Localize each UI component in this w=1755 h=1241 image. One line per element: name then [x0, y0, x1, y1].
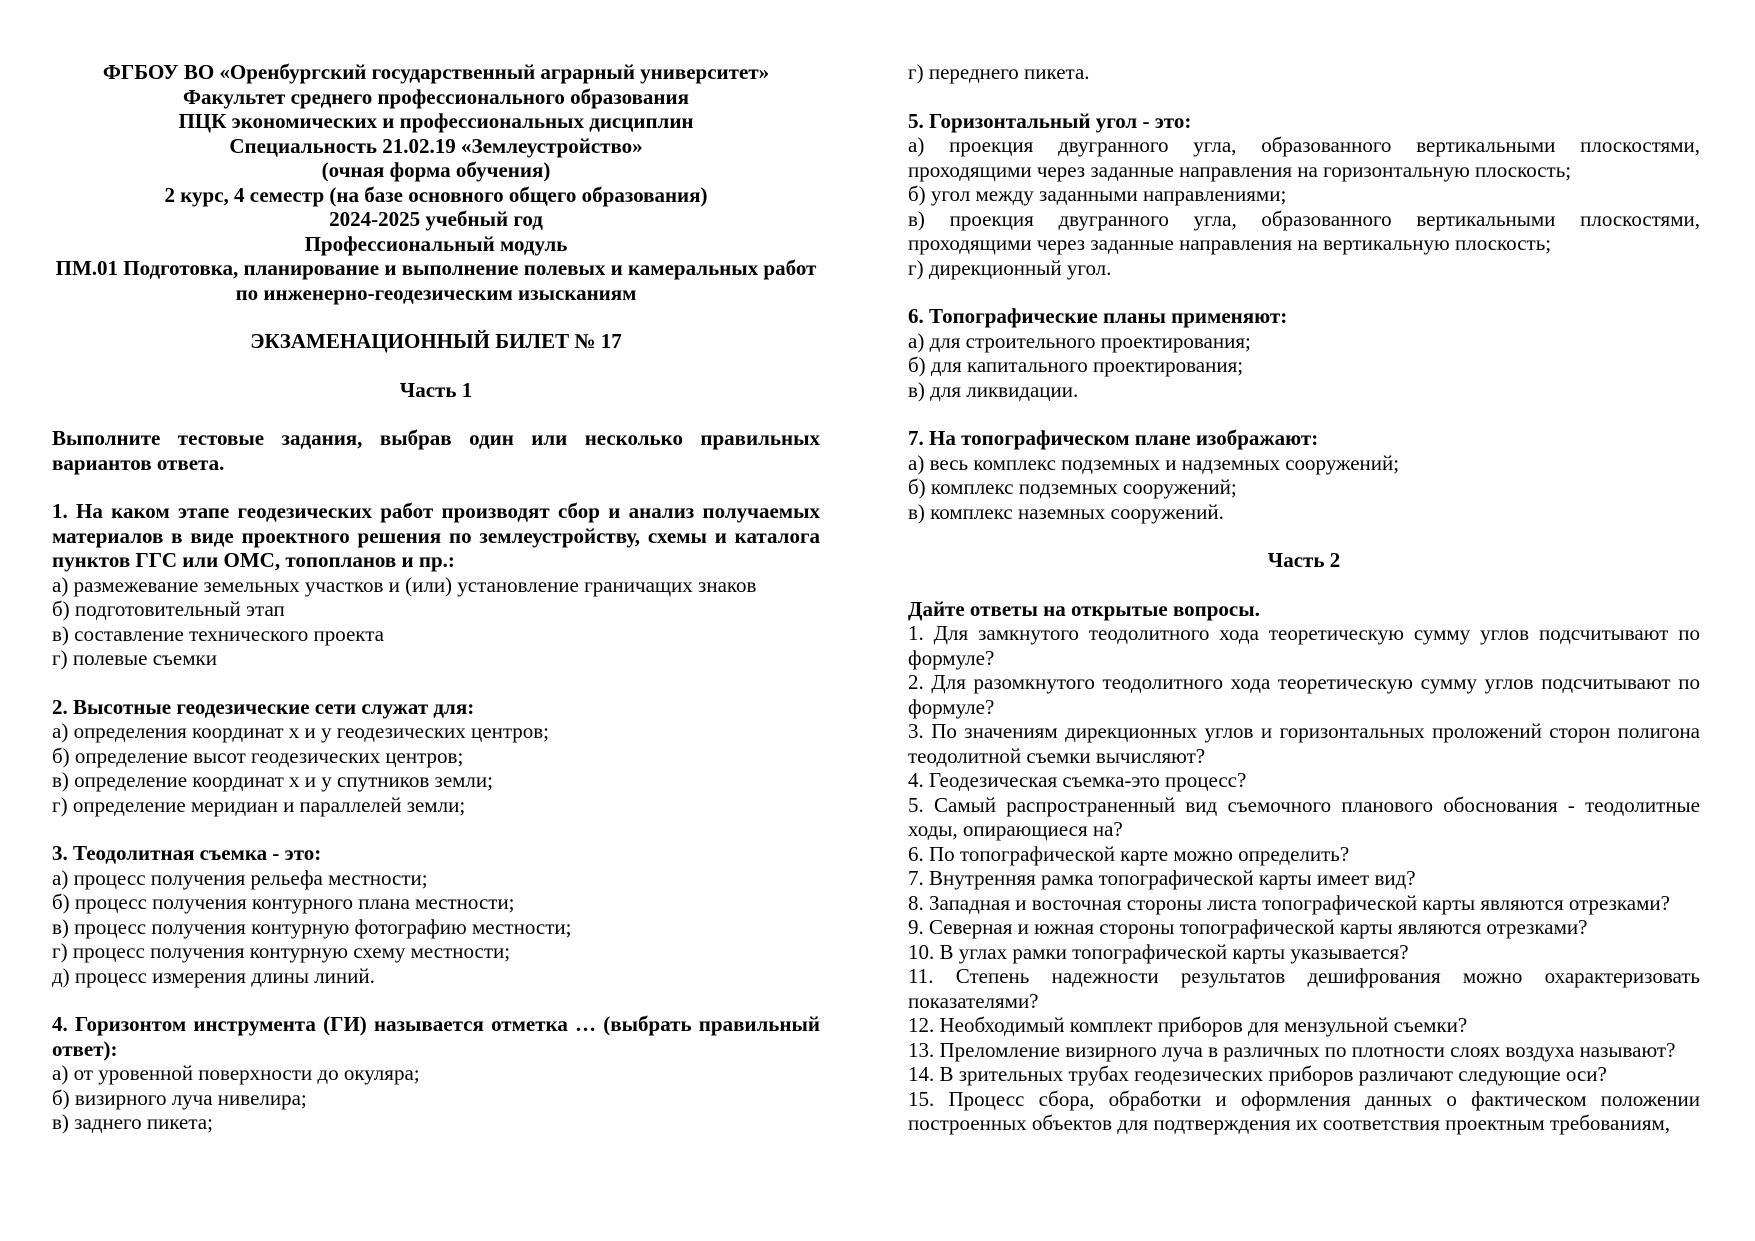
- question-1: [52, 499, 820, 671]
- question-5-option-v: в) проекция двугранного угла, образованного вертикальными плоскостями, проходящими через заданные направления на вертикальную плоскость;: [908, 206, 1700, 255]
- part2-item-3: 3. По значениям дирекционных углов и горизонтальных проложений сторон полигона теодолитной съемки вычисляют?: [908, 719, 1700, 768]
- question-7-stem: 7. На топографическом плане изображают:: [908, 426, 1319, 450]
- part1-intro: Выполните тестовые задания, выбрав один или несколько правильных вариантов ответа.: [52, 426, 820, 475]
- question-2-option-b: б) определение высот геодезических центров;: [52, 743, 464, 768]
- question-6-option-v: в) для ликвидации.: [908, 377, 1079, 402]
- part2-item-1: 1. Для замкнутого теодолитного хода теоретическую сумму углов подсчитывают по формуле?: [908, 621, 1700, 670]
- question-3-option-v: в) процесс получения контурную фотографию местности;: [52, 914, 572, 939]
- question-7-option-v: в) комплекс наземных сооружений.: [908, 499, 1224, 524]
- part1-title: Часть 1: [399, 377, 473, 402]
- header-line-module: Профессиональный модуль: [304, 231, 568, 256]
- part2-item-13: 13. Преломление визирного луча в различных по плотности слоях воздуха называют?: [908, 1037, 1676, 1062]
- header-line-module-name: ПМ.01 Подготовка, планирование и выполнение полевых и камеральных работ по инженерно-геодезическим изысканиям: [55, 256, 817, 305]
- question-4-stem: 4. Горизонтом инструмента (ГИ) называется отметка … (выбрать правильный ответ):: [52, 1012, 820, 1061]
- part2-item-9: 9. Северная и южная стороны топографической карты являются отрезками?: [908, 915, 1588, 939]
- header-line-speciality: Специальность 21.02.19 «Землеустройство»: [229, 133, 643, 158]
- part2-questions: [908, 621, 1700, 1136]
- header-line-department: ПЦК экономических и профессиональных дисциплин: [178, 109, 694, 133]
- question-3-stem: 3. Теодолитная съемка - это:: [52, 841, 322, 865]
- question-6-option-a: а) для строительного проектирования;: [908, 328, 1251, 353]
- right-column: [908, 60, 1700, 1136]
- part2-intro: Дайте ответы на открытые вопросы.: [908, 596, 1260, 621]
- question-1-stem: 1. На каком этапе геодезических работ производят сбор и анализ получаемых материалов в виде проектного решения по землеустройству, схемы и каталога пунктов ГГС или ОМС, топопланов и пр.:: [52, 499, 820, 572]
- header-line-course-semester: 2 курс, 4 семестр (на базе основного общего образования): [164, 182, 708, 207]
- question-3-option-g: г) процесс получения контурную схему местности;: [52, 939, 511, 963]
- part2-item-5: 5. Самый распространенный вид съемочного планового обоснования - теодолитные ходы, опирающиеся на?: [908, 792, 1700, 841]
- question-5: [908, 109, 1700, 281]
- question-7-option-b: б) комплекс подземных сооружений;: [908, 475, 1237, 499]
- question-6: [908, 304, 1700, 402]
- question-7-option-a: а) весь комплекс подземных и надземных сооружений;: [908, 450, 1400, 475]
- question-3-option-a: а) процесс получения рельефа местности;: [52, 865, 428, 890]
- question-2-option-v: в) определение координат х и у спутников земли;: [52, 768, 493, 792]
- question-6-stem: 6. Топографические планы применяют:: [908, 304, 1288, 328]
- question-2-option-a: а) определения координат х и у геодезических центров;: [52, 719, 549, 743]
- ticket-title: ЭКЗАМЕНАЦИОННЫЙ БИЛЕТ № 17: [250, 329, 622, 353]
- part2-item-14: 14. В зрительных трубах геодезических приборов различают следующие оси?: [908, 1062, 1607, 1086]
- question-3: [52, 841, 820, 988]
- question-3-option-d: д) процесс измерения длины линий.: [52, 963, 375, 988]
- part2-title: Часть 2: [1267, 548, 1341, 572]
- question-2-option-g: г) определение меридиан и параллелей земли;: [52, 792, 466, 817]
- header-line-academic-year: 2024-2025 учебный год: [329, 207, 543, 231]
- part2-item-15: 15. Процесс сбора, обработки и оформления данных о фактическом положении построенных объектов для подтверждения их соответствия проектным требованиям,: [908, 1086, 1700, 1135]
- part2-item-4: 4. Геодезическая съемка-это процесс?: [908, 768, 1247, 792]
- part2-item-8: 8. Западная и восточная стороны листа топографической карты являются отрезками?: [908, 890, 1670, 915]
- question-1-option-b: б) подготовительный этап: [52, 597, 285, 621]
- document-header: [52, 60, 820, 305]
- question-4-option-g: г) переднего пикета.: [908, 60, 1090, 84]
- part2-item-6: 6. По топографической карте можно определить?: [908, 841, 1350, 866]
- question-4-option-a: а) от уровенной поверхности до окуляра;: [52, 1061, 420, 1085]
- question-2-stem: 2. Высотные геодезические сети служат для:: [52, 694, 475, 719]
- header-line-faculty: Факультет среднего профессионального образования: [183, 84, 689, 109]
- part2-item-11: 11. Степень надежности результатов дешифрования можно охарактеризовать показателями?: [908, 964, 1700, 1013]
- question-1-option-a: а) размежевание земельных участков и (или) установление граничащих знаков: [52, 572, 757, 597]
- question-5-option-b: б) угол между заданными направлениями;: [908, 182, 1287, 206]
- part2-item-7: 7. Внутренняя рамка топографической карты имеет вид?: [908, 866, 1416, 890]
- question-4-option-b: б) визирного луча нивелира;: [52, 1085, 307, 1110]
- question-7: [908, 426, 1700, 524]
- question-1-option-g: г) полевые съемки: [52, 646, 217, 670]
- part2-item-12: 12. Необходимый комплект приборов для мензульной съемки?: [908, 1013, 1468, 1037]
- question-4-option-v: в) заднего пикета;: [52, 1110, 213, 1134]
- question-3-option-b: б) процесс получения контурного плана местности;: [52, 890, 515, 914]
- question-6-option-b: б) для капитального проектирования;: [908, 353, 1244, 377]
- part2-item-2: 2. Для разомкнутого теодолитного хода теоретическую сумму углов подсчитывают по формуле?: [908, 670, 1700, 719]
- question-5-stem: 5. Горизонтальный угол - это:: [908, 108, 1192, 133]
- question-2: [52, 695, 820, 818]
- header-line-university: ФГБОУ ВО «Оренбургский государственный аграрный университет»: [102, 60, 770, 84]
- question-5-option-a: а) проекция двугранного угла, образованного вертикальными плоскостями, проходящими через заданные направления на горизонтальную плоскость;: [908, 133, 1700, 182]
- question-5-option-g: г) дирекционный угол.: [908, 255, 1112, 280]
- question-4: [52, 1012, 820, 1135]
- question-1-option-v: в) составление технического проекта: [52, 621, 384, 646]
- left-column: [52, 60, 820, 1135]
- part2-item-10: 10. В углах рамки топографической карты указывается?: [908, 939, 1409, 964]
- header-line-study-form: (очная форма обучения): [321, 158, 551, 182]
